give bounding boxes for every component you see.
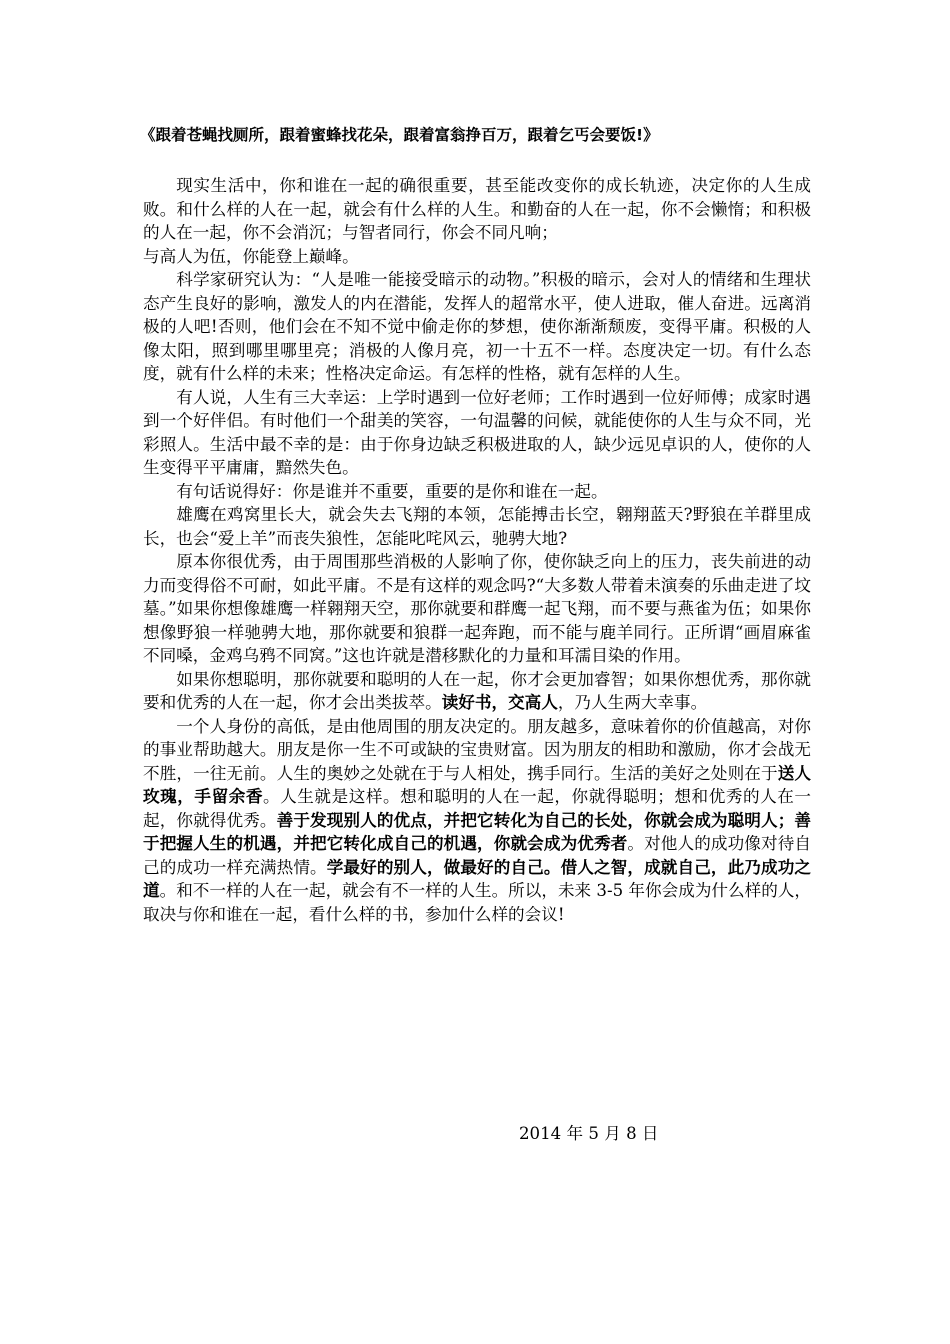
paragraph-8-bold-3: 学最好的别人，做最好的自己。借人之智，成就自己，此乃成功之道 [143, 857, 812, 900]
paragraph-1-continued-text: 与高人为伍，你能登上巅峰。 [143, 246, 359, 266]
paragraph-8-bold-2: 善于发现别人的优点，并把它转化为自己的长处，你就会成为聪明人；善于把握人生的机遇，并把它转化成自己的机遇，你就会成为优秀者 [143, 810, 812, 853]
paragraph-1-text: 现实生活中，你和谁在一起的确很重要，甚至能改变你的成长轨迹，决定你的人生成败。和什么样的人在一起，就会有什么样的人生。和勤奋的人在一起，你不会懒惰；和积极的人在一起，你不会消沉；与智者同行，你会不同凡响； [143, 176, 811, 242]
paragraph-6-text: 原本你很优秀，由于周围那些消极的人影响了你，使你缺乏向上的压力，丧失前进的动力而变得俗不可耐，如此平庸。不是有这样的观念吗?“大多数人带着未演奏的乐曲走进了坟墓。”如果你想像雄鹰一样翱翔天空，那你就要和群鹰一起飞翔，而不要与燕雀为伍；如果你想像野狼一样驰骋大地，那你就要和狼群一起奔跑，而不能与鹿羊同行。正所谓“画眉麻雀不同嗓，金鸡乌鸦不同窝。”这也许就是潜移默化的力量和耳濡目染的作用。 [143, 552, 811, 665]
paragraph-7-text-b: ，乃人生两大幸事。 [557, 693, 708, 712]
paragraph-8 [143, 715, 811, 927]
paragraph-8-bold-1: 送人玫瑰，手留余香 [143, 763, 811, 806]
paragraph-7-text-a: 如果你想聪明，那你就要和聪明的人在一起，你才会更加睿智；如果你想优秀，那你就要和优秀的人在一起，你才会出类拔萃。 [143, 669, 811, 712]
paragraph-6 [143, 550, 811, 668]
paragraph-7-bold: 读好书，交高人 [441, 693, 558, 712]
paragraph-2 [143, 268, 811, 386]
paragraph-5-text: 雄鹰在鸡窝里长大，就会失去飞翔的本领，怎能搏击长空，翱翔蓝天?野狼在羊群里成长，也会“爱上羊”而丧失狼性，怎能叱咤风云，驰骋大地? [143, 505, 811, 548]
paragraph-4-text: 有句话说得好：你是谁并不重要，重要的是你和谁在一起。 [176, 481, 608, 501]
paragraph-3-text: 有人说，人生有三大幸运：上学时遇到一位好老师；工作时遇到一位好师傅；成家时遇到一个好伴侣。有时他们一个甜美的笑容，一句温馨的问候，就能使你的人生与众不同，光彩照人。生活中最不幸的是：由于你身边缺乏积极进取的人，缺少远见卓识的人，使你的人生变得平平庸庸，黯然失色。 [143, 387, 811, 477]
paragraph-8-text-a: 一个人身份的高低，是由他周围的朋友决定的。朋友越多，意味着你的价值越高，对你的事业帮助越大。朋友是你一生不可或缺的宝贵财富。因为朋友的相助和激励，你才会战无不胜，一往无前。人生的奥妙之处就在于与人相处，携手同行。生活的美好之处则在于 [143, 716, 811, 783]
paragraph-5 [143, 503, 811, 550]
paragraph-1 [143, 174, 811, 245]
paragraph-8-text-d: 。和不一样的人在一起，就会有不一样的人生。所以，未来 3-5 年你会成为什么样的人，取决与你和谁在一起，看什么样的书，参加什么样的会议! [143, 881, 811, 924]
paragraph-8-text-c: 。对他人的成功像对待自己的成功一样充满热情。 [143, 834, 812, 877]
document-title: 《跟着苍蝇找厕所，跟着蜜蜂找花朵，跟着富翁挣百万，跟着乞丐会要饭!》 [140, 126, 659, 144]
document-page [140, 124, 812, 926]
paragraph-1-continued [143, 245, 811, 269]
paragraph-8-text-b: 。人生就是这样。想和聪明的人在一起，你就得聪明；想和优秀的人在一起，你就得优秀。 [143, 787, 812, 830]
paragraph-7 [143, 668, 811, 715]
document-date: 2014 年 5 月 8 日 [519, 1124, 659, 1143]
paragraph-3 [143, 386, 811, 480]
paragraph-2-text: 科学家研究认为：“人是唯一能接受暗示的动物。”积极的暗示，会对人的情绪和生理状态产生良好的影响，激发人的内在潜能，发挥人的超常水平，使人进取，催人奋进。远离消极的人吧!否则，他们会在不知不觉中偷走你的梦想，使你渐渐颓废，变得平庸。积极的人像太阳，照到哪里哪里亮；消极的人像月亮，初一十五不一样。态度决定一切。有什么态度，就有什么样的未来；性格决定命运。有怎样的性格，就有怎样的人生。 [143, 270, 811, 383]
paragraph-4 [143, 480, 811, 504]
